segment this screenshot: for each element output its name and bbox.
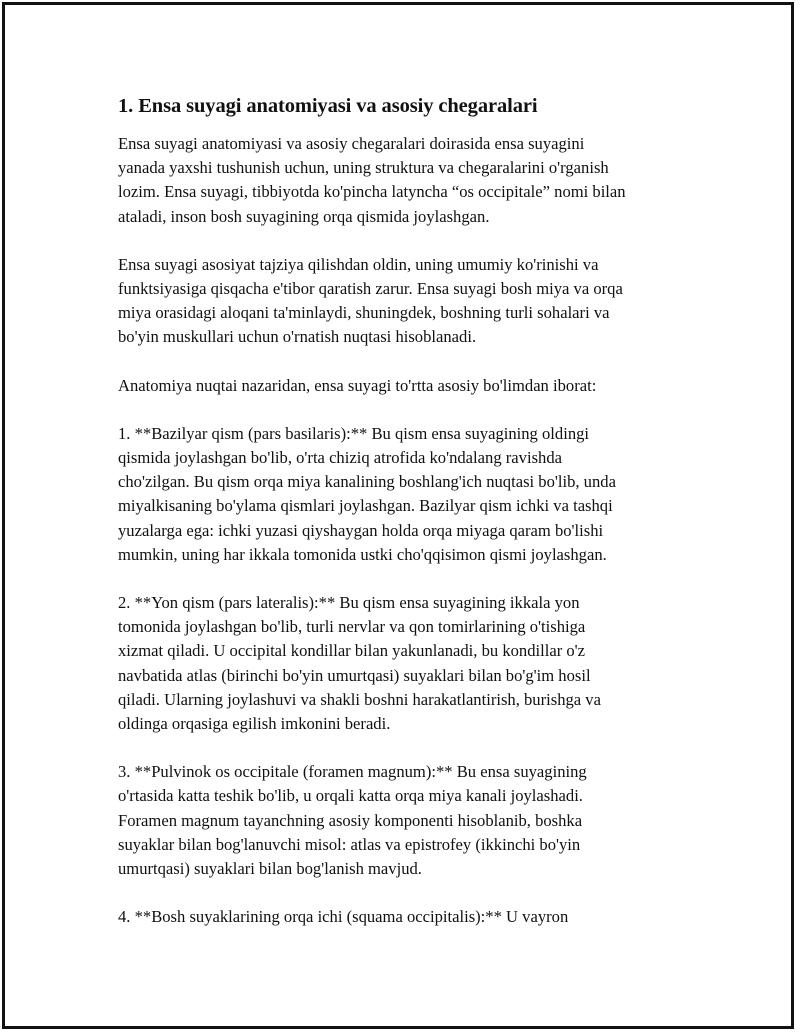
section-heading: 1. Ensa suyagi anatomiyasi va asosiy chegaralari <box>118 95 538 117</box>
list-item-squama: 4. **Bosh suyaklarining orqa ichi (squama occipitalis):** U vayron <box>118 907 569 927</box>
paragraph-overview: Ensa suyagi asosiyat tajziya qilishdan oldin, uning umumiy ko'rinishi va funktsiyasiga qisqacha e'tibor qaratish zarur. Ensa suyagi bosh miya va orqa miya orasidagi aloqani ta'minlaydi, shuningdek, boshning turli sohalari va bo'yin muskullari uchun o'rnatish nuqtasi hisoblanadi. <box>118 254 623 347</box>
list-item-basilar-part: 1. **Bazilyar qism (pars basilaris):** Bu qism ensa suyagining oldingi qismida joylashgan bo'lib, o'rta chiziq atrofida ko'ndalang ravishda cho'zilgan. Bu qism orqa miya kanalining boshlang'ich nuqtasi bo'lib, unda miyalkisaning bo'ylama qismlari joylashgan. Bazilyar qism ichki va tashqi yuzalarga ega: ichki yuzasi qiyshaygan holda orqa miyaga qaram bo'lishi mumkin, uning har ikkala tomonida ustki cho'qqisimon qismi joylashgan. <box>118 423 616 564</box>
list-item-foramen-magnum: 3. **Pulvinok os occipitale (foramen magnum):** Bu ensa suyagining o'rtasida katta teshik bo'lib, u orqali katta orqa miya kanali joylashadi. Foramen magnum tayanchning asosiy komponenti hisoblanib, boshka suyaklar bilan bog'lanuvchi misol: atlas va epistrofey (ikkinchi bo'yin umurtqasi) suyaklari bilan bog'lanish mavjud. <box>118 762 587 879</box>
document-body <box>118 93 718 953</box>
paragraph-parts-lead: Anatomiya nuqtai nazaridan, ensa suyagi to'rtta asosiy bo'limdan iborat: <box>118 375 597 395</box>
paragraph-intro: Ensa suyagi anatomiyasi va asosiy chegaralari doirasida ensa suyagini yanada yaxshi tushunish uchun, uning struktura va chegaralarini o'rganish lozim. Ensa suyagi, tibbiyotda ko'pincha latyncha “os occipitale” nomi bilan ataladi, inson bosh suyagining orqa qismida joylashgan. <box>118 134 626 226</box>
list-item-lateral-part: 2. **Yon qism (pars lateralis):** Bu qism ensa suyagining ikkala yon tomonida joylashgan bo'lib, turli nervlar va qon tomirlarining o'tishiga xizmat qiladi. U occipital kondillar bilan yakunlanadi, bu kondillar o'z navbatida atlas (birinchi bo'yin umurtqasi) suyaklari bilan bo'g'im hosil qiladi. Ularning joylashuvi va shakli boshni harakatlantirish, burishga va oldinga orqasiga egilish imkonini beradi. <box>118 593 601 734</box>
